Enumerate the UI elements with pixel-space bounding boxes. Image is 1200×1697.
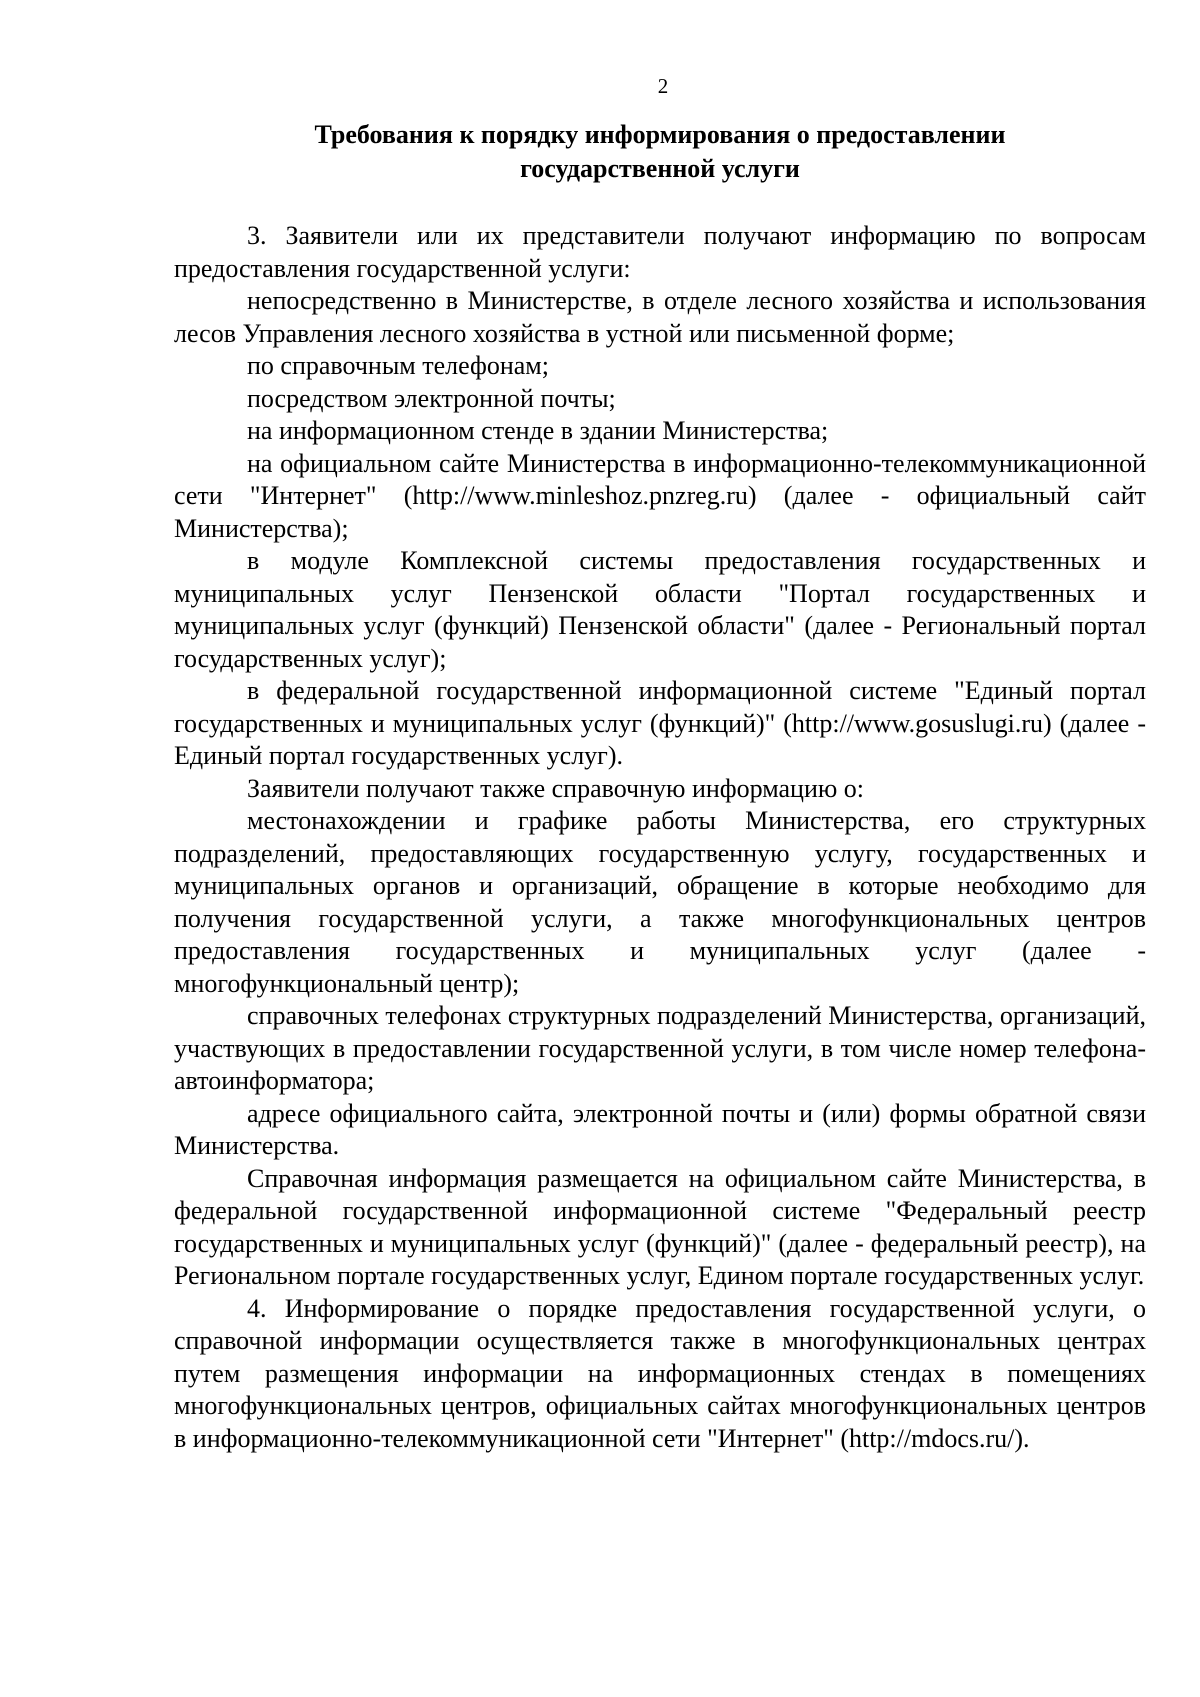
paragraph-official-site: на официальном сайте Министерства в информационно-телекоммуникационной сети "Интернет" (http://www.minleshoz.pnzreg.ru) (далее - официальный сайт Министерства);	[174, 448, 1146, 543]
paragraph-in-ministry: непосредственно в Министерстве, в отделе лесного хозяйства и использования лесов Управления лесного хозяйства в устной или письменной форме;	[174, 286, 1146, 348]
paragraph-4-mfc: 4. Информирование о порядке предоставления государственной услуги, о справочной информации осуществляется также в многофункциональных центрах путем размещения информации на информационных стендах в помещениях многофункциональных центров, официальных сайтах многофункциональных центров в информационно-телекоммуникационной сети "Интернет" (http://mdocs.ru/).	[174, 1293, 1146, 1453]
paragraph-phones: по справочным телефонам;	[247, 351, 549, 380]
paragraph-reference-info-intro: Заявители получают также справочную информацию о:	[247, 773, 865, 803]
paragraph-location-schedule: местонахождении и графике работы Министерства, его структурных подразделений, предоставляющих государственную услугу, государственных и муниципальных органов и организаций, обращение в которые необходимо для получения государственной услуги, а также многофункциональных центров предоставления государственных и муниципальных услуг (далее - многофункциональный центр);	[174, 806, 1146, 998]
page-number: 2	[657, 74, 669, 98]
paragraph-regional-portal: в модуле Комплексной системы предоставления государственных и муниципальных услуг Пензенской области "Портал государственных и муниципальных услуг (функций) Пензенской области" (далее - Региональный портал государственных услуг);	[174, 546, 1146, 673]
paragraph-email: посредством электронной почты;	[247, 383, 616, 413]
document-body	[174, 220, 1146, 1455]
paragraph-reference-placement: Справочная информация размещается на официальном сайте Министерства, в федеральной государственной информационной системе "Федеральный реестр государственных и муниципальных услуг (функций)" (далее - федеральный реестр), на Региональном портале государственных услуг, Едином портале государственных услуг.	[174, 1163, 1146, 1290]
section-title-line-2: государственной услуги	[520, 154, 800, 183]
paragraph-unified-portal: в федеральной государственной информационной системе "Единый портал государственных и муниципальных услуг (функций)" (http://www.gosuslugi.ru) (далее - Единый портал государственных услуг).	[174, 676, 1146, 770]
paragraph-3-intro: 3. Заявители или их представители получают информацию по вопросам предоставления государственной услуги:	[174, 221, 1146, 283]
paragraph-reference-phones: справочных телефонах структурных подразделений Министерства, организаций, участвующих в предоставлении государственной услуги, в том числе номер телефона-автоинформатора;	[174, 1001, 1147, 1095]
paragraph-site-address: адресе официального сайта, электронной почты и (или) формы обратной связи Министерства.	[174, 1098, 1146, 1160]
section-title	[174, 118, 1146, 186]
paragraph-info-stand: на информационном стенде в здании Министерства;	[247, 416, 829, 445]
section-title-line-1: Требования к порядку информирования о предоставлении	[314, 120, 1006, 149]
